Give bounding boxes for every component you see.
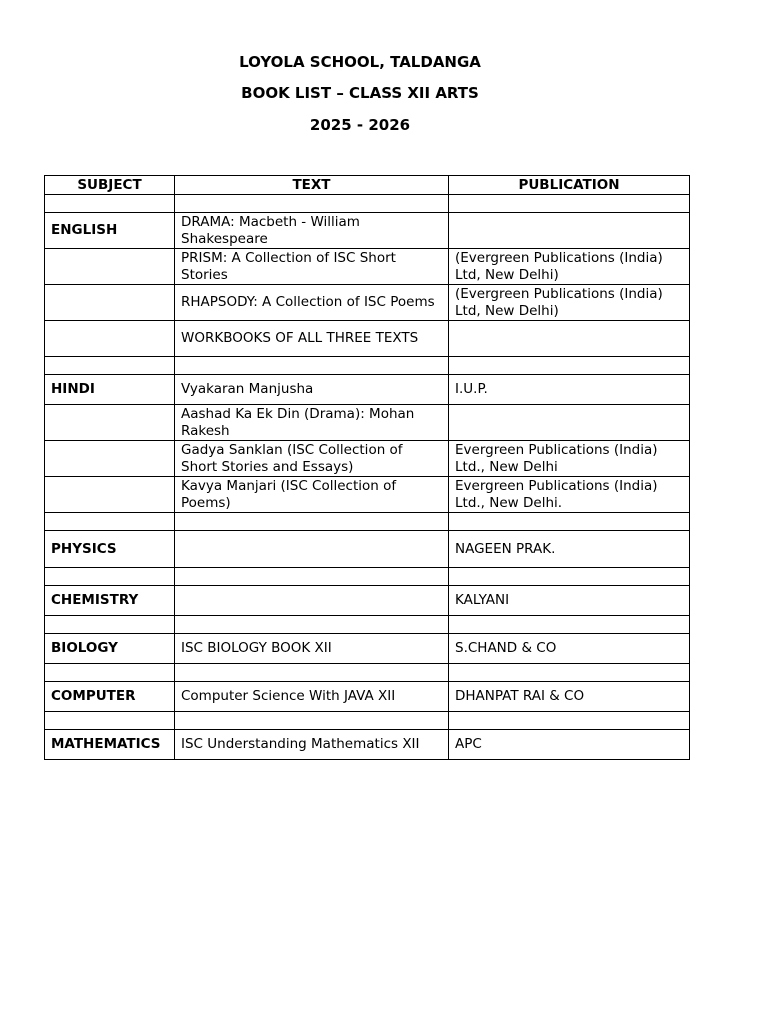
subject-cell <box>45 568 175 586</box>
subject-cell <box>45 357 175 375</box>
publication-cell <box>449 712 690 730</box>
text-cell: Aashad Ka Ek Din (Drama): Mohan Rakesh <box>175 405 449 441</box>
table-header-row <box>45 176 690 195</box>
column-header-subject: SUBJECT <box>45 176 175 195</box>
publication-cell: I.U.P. <box>449 375 690 405</box>
text-cell: PRISM: A Collection of ISC Short Stories <box>175 249 449 285</box>
table-row <box>45 441 690 477</box>
subject-cell: BIOLOGY <box>45 634 175 664</box>
table-row <box>45 357 690 375</box>
publication-cell: S.CHAND & CO <box>449 634 690 664</box>
subject-cell: HINDI <box>45 375 175 405</box>
subject-cell <box>45 513 175 531</box>
text-cell: Computer Science With JAVA XII <box>175 682 449 712</box>
publication-cell: NAGEEN PRAK. <box>449 531 690 568</box>
table-row <box>45 568 690 586</box>
publication-cell: DHANPAT RAI & CO <box>449 682 690 712</box>
column-header-text: TEXT <box>175 176 449 195</box>
text-cell: ISC BIOLOGY BOOK XII <box>175 634 449 664</box>
text-cell: Vyakaran Manjusha <box>175 375 449 405</box>
publication-cell: (Evergreen Publications (India) Ltd, New Delhi) <box>449 285 690 321</box>
text-cell <box>175 513 449 531</box>
table-row <box>45 285 690 321</box>
document-title: BOOK LIST – CLASS XII ARTS <box>241 84 479 102</box>
academic-year: 2025 - 2026 <box>309 116 411 134</box>
text-cell <box>175 586 449 616</box>
table-row <box>45 634 690 664</box>
subject-cell <box>45 285 175 321</box>
table-row <box>45 730 690 760</box>
subject-cell <box>45 664 175 682</box>
text-cell <box>175 616 449 634</box>
table-row <box>45 405 690 441</box>
table-row <box>45 213 690 249</box>
table-row <box>45 682 690 712</box>
publication-cell <box>449 568 690 586</box>
subject-cell: COMPUTER <box>45 682 175 712</box>
subject-cell <box>45 405 175 441</box>
subject-cell: ENGLISH <box>45 213 175 249</box>
table-row <box>45 712 690 730</box>
publication-cell <box>449 213 690 249</box>
subject-cell <box>45 195 175 213</box>
text-cell <box>175 195 449 213</box>
table-row <box>45 513 690 531</box>
column-header-publication: PUBLICATION <box>449 176 690 195</box>
publication-cell: Evergreen Publications (India) Ltd., New Delhi <box>449 441 690 477</box>
publication-cell <box>449 513 690 531</box>
table-row <box>45 375 690 405</box>
subject-cell <box>45 712 175 730</box>
table-row <box>45 531 690 568</box>
subject-cell <box>45 616 175 634</box>
text-cell: Kavya Manjari (ISC Collection of Poems) <box>175 477 449 513</box>
text-cell <box>175 531 449 568</box>
publication-cell <box>449 357 690 375</box>
subject-cell: MATHEMATICS <box>45 730 175 760</box>
publication-cell <box>449 195 690 213</box>
table-row <box>45 664 690 682</box>
text-cell: RHAPSODY: A Collection of ISC Poems <box>175 285 449 321</box>
publication-cell: KALYANI <box>449 586 690 616</box>
text-cell <box>175 568 449 586</box>
publication-cell: APC <box>449 730 690 760</box>
text-cell <box>175 664 449 682</box>
publication-cell <box>449 321 690 357</box>
subject-cell <box>45 321 175 357</box>
publication-cell <box>449 616 690 634</box>
text-cell <box>175 357 449 375</box>
subject-cell <box>45 249 175 285</box>
text-cell: DRAMA: Macbeth - William Shakespeare <box>175 213 449 249</box>
table-row <box>45 616 690 634</box>
text-cell: WORKBOOKS OF ALL THREE TEXTS <box>175 321 449 357</box>
text-cell <box>175 712 449 730</box>
publication-cell: (Evergreen Publications (India) Ltd, New Delhi) <box>449 249 690 285</box>
publication-cell <box>449 405 690 441</box>
table-row <box>45 195 690 213</box>
text-cell: Gadya Sanklan (ISC Collection of Short Stories and Essays) <box>175 441 449 477</box>
subject-cell: CHEMISTRY <box>45 586 175 616</box>
subject-cell <box>45 441 175 477</box>
table-row <box>45 249 690 285</box>
subject-cell: PHYSICS <box>45 531 175 568</box>
table-row <box>45 477 690 513</box>
table-row <box>45 586 690 616</box>
book-list-table <box>44 175 690 760</box>
publication-cell <box>449 664 690 682</box>
text-cell: ISC Understanding Mathematics XII <box>175 730 449 760</box>
school-name: LOYOLA SCHOOL, TALDANGA <box>239 53 481 71</box>
subject-cell <box>45 477 175 513</box>
publication-cell: Evergreen Publications (India) Ltd., New Delhi. <box>449 477 690 513</box>
table-row <box>45 321 690 357</box>
